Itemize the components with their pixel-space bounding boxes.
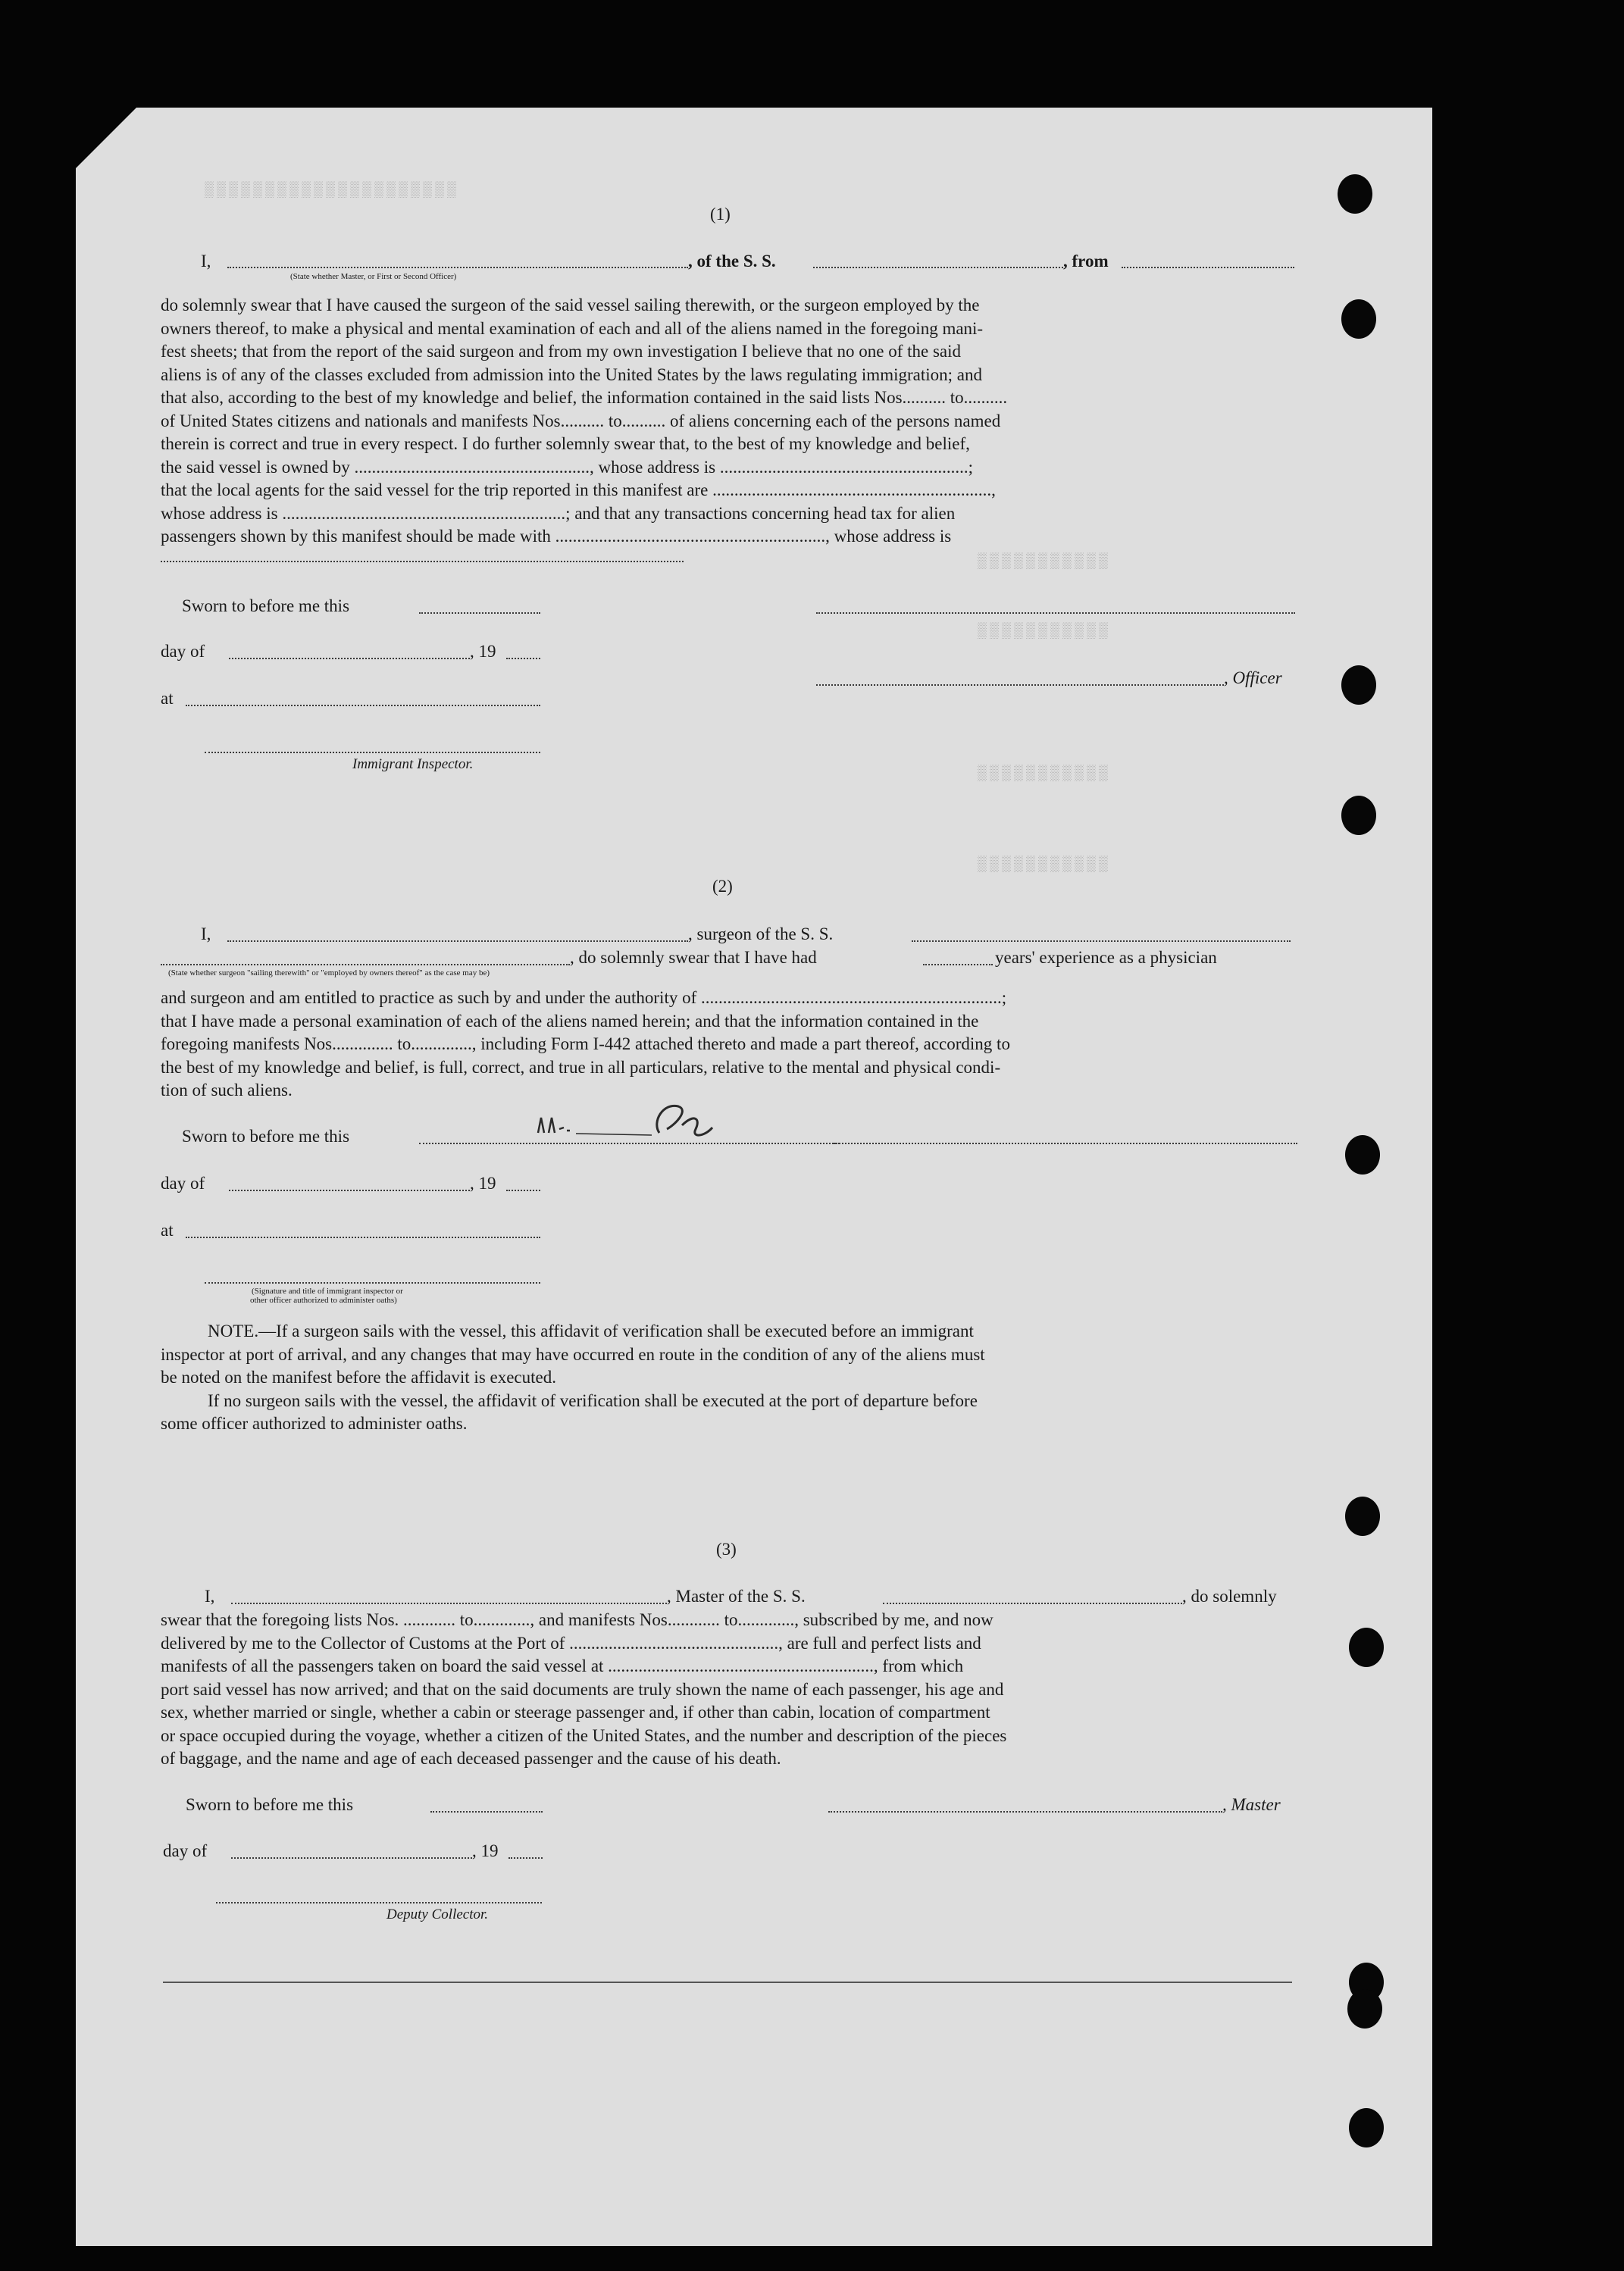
bleed-through-text: ▒▒▒▒▒▒▒▒▒▒▒: [978, 765, 1112, 783]
s1-of-ss-label: , of the S. S.: [688, 252, 776, 271]
s1-body-line: passengers shown by this manifest should be made with .............................................................., whose address is: [161, 527, 952, 546]
s1-body-line: whose address is .................................................................; and that any transactions concerning head tax for alien: [161, 503, 956, 523]
s2-inspector-signature-field[interactable]: [205, 1282, 540, 1284]
s3-master-title: , Master: [1222, 1795, 1281, 1814]
s1-day-field[interactable]: [229, 658, 470, 659]
s2-years-field[interactable]: [923, 964, 993, 965]
punch-hole: [1341, 299, 1376, 339]
s1-day-of-label: day of: [161, 642, 205, 661]
s2-note-line: NOTE.—If a surgeon sails with the vessel, this affidavit of verification shall be executed before an immigrant: [208, 1322, 974, 1340]
s3-body: [161, 1609, 1301, 1771]
s1-body-line: owners thereof, to make a physical and mental examination of each and all of the aliens named in the foregoing mani-: [161, 318, 984, 338]
s2-sworn-label: Sworn to before me this: [182, 1127, 350, 1146]
s1-officer-field[interactable]: [816, 684, 1224, 686]
s1-body: [161, 294, 1297, 549]
s1-officer-label: , Officer: [1224, 668, 1282, 687]
s2-body-line: the best of my knowledge and belief, is full, correct, and true in all particulars, relative to the mental and physical condi-: [161, 1057, 1001, 1077]
s1-at-label: at: [161, 689, 174, 708]
s1-at-field[interactable]: [186, 705, 540, 706]
s3-deputy-label: Deputy Collector.: [386, 1907, 489, 1922]
s3-body-line: manifests of all the passengers taken on board the said vessel at ............................................................., from which: [161, 1656, 964, 1675]
s2-body-line: foregoing manifests Nos.............. to.............., including Form I-442 attached thereto and made a part thereof, according to: [161, 1034, 1010, 1053]
s1-year-field[interactable]: [506, 658, 540, 659]
s3-vessel-field[interactable]: [883, 1603, 1182, 1604]
section-1-number: (1): [710, 205, 731, 224]
bleed-through-text: ▒▒▒▒▒▒▒▒▒▒▒▒▒▒▒▒▒▒▒▒▒: [205, 182, 460, 199]
s1-signature-field[interactable]: [816, 612, 1295, 614]
s2-sig-caption-2: other officer authorized to administer oaths): [250, 1296, 397, 1305]
s1-port-field[interactable]: [1122, 267, 1294, 268]
punch-hole: [1349, 1628, 1384, 1667]
s2-note-line: inspector at port of arrival, and any changes that may have occurred en route in the condition of any of the aliens must: [161, 1344, 985, 1364]
s3-master-label: , Master of the S. S.: [667, 1587, 806, 1606]
s1-body-line: aliens is of any of the classes excluded from admission into the United States by the laws regulating immigration; and: [161, 364, 982, 384]
punch-hole: [1338, 174, 1372, 214]
s1-address-field[interactable]: [161, 561, 684, 562]
s1-body-line: of United States citizens and nationals and manifests Nos.......... to.......... of aliens concerning each of the persons named: [161, 411, 1001, 430]
punch-hole: [1341, 796, 1376, 835]
s3-body-line: of baggage, and the name and age of each deceased passenger and the cause of his death.: [161, 1749, 781, 1768]
punch-hole: [1347, 1989, 1382, 2029]
s1-body-line: that the local agents for the said vessel for the trip reported in this manifest are ................................................................,: [161, 480, 996, 499]
s2-i-label: I,: [201, 924, 211, 943]
s3-body-line: port said vessel has now arrived; and that on the said documents are truly shown the name of each passenger, his age and: [161, 1679, 1004, 1699]
s1-body-line: the said vessel is owned by ......................................................, whose address is .........................................................;: [161, 457, 973, 477]
s2-sig-caption-1: (Signature and title of immigrant inspector or: [252, 1287, 403, 1296]
s2-surgeon-label: , surgeon of the S. S.: [688, 924, 834, 943]
s2-year-label: , 19: [470, 1174, 496, 1193]
s2-surgeon-hint: (State whether surgeon "sailing therewith" or "employed by owners thereof" as the case may be): [168, 968, 490, 978]
s2-body: [161, 987, 1297, 1103]
s2-body-line: and surgeon and am entitled to practice as such by and under the authority of .....................................................................;: [161, 988, 1007, 1007]
s3-signature-field[interactable]: [828, 1811, 1222, 1813]
s2-day-of-label: day of: [161, 1174, 205, 1193]
s3-swear-label: , do solemnly: [1182, 1587, 1277, 1606]
bleed-through-text: ▒▒▒▒▒▒▒▒▒▒▒: [978, 553, 1112, 571]
s2-year-field[interactable]: [506, 1190, 540, 1191]
section-3-number: (3): [716, 1540, 737, 1559]
s2-name-field[interactable]: [227, 940, 688, 942]
s2-note-line: be noted on the manifest before the affidavit is executed.: [161, 1368, 556, 1387]
s3-day-of-label: day of: [163, 1841, 208, 1860]
punch-hole: [1345, 1497, 1380, 1536]
s3-sworn-label: Sworn to before me this: [186, 1795, 354, 1814]
s1-inspector-label: Immigrant Inspector.: [352, 756, 474, 772]
s1-sworn-label: Sworn to before me this: [182, 596, 350, 615]
s1-vessel-field[interactable]: [813, 267, 1063, 268]
s2-day-field[interactable]: [229, 1190, 470, 1191]
section-2-number: (2): [712, 877, 733, 896]
s2-at-label: at: [161, 1221, 174, 1240]
s2-note: [161, 1320, 1299, 1436]
s1-body-line: therein is correct and true in every respect. I do further solemnly swear that, to the best of my knowledge and belief,: [161, 434, 970, 453]
s2-signature-field[interactable]: [834, 1143, 1297, 1144]
s2-capacity-field[interactable]: [161, 964, 570, 965]
handwritten-signature: [530, 1091, 758, 1144]
s1-body-line: that also, according to the best of my knowledge and belief, the information contained in the said lists Nos.......... to..........: [161, 388, 1008, 407]
s1-from-label: , from: [1063, 252, 1109, 271]
s3-day-field[interactable]: [231, 1857, 472, 1859]
s3-name-field[interactable]: [231, 1603, 667, 1604]
s3-year-label: , 19: [472, 1841, 499, 1860]
s1-year-label: , 19: [470, 642, 496, 661]
s2-years-label: years' experience as a physician: [995, 948, 1217, 967]
s2-note-line: some officer authorized to administer oaths.: [161, 1414, 468, 1433]
s2-body-line: tion of such aliens.: [161, 1081, 293, 1100]
s1-officer-hint: (State whether Master, or First or Second Officer): [290, 272, 457, 281]
s2-body-line: that I have made a personal examination of each of the aliens named herein; and that the information contained in the: [161, 1011, 979, 1031]
s1-body-line: do solemnly swear that I have caused the surgeon of the said vessel sailing therewith, or the surgeon employed by the: [161, 296, 980, 314]
s2-vessel-field[interactable]: [912, 940, 1291, 942]
s2-note-line: If no surgeon sails with the vessel, the affidavit of verification shall be executed at the port of departure before: [208, 1390, 978, 1410]
punch-hole: [1341, 665, 1376, 705]
s1-body-line: fest sheets; that from the report of the said surgeon and from my own investigation I believe that no one of the said: [161, 342, 962, 361]
bottom-rule: [163, 1982, 1292, 1983]
s2-at-field[interactable]: [186, 1237, 540, 1238]
s3-deputy-signature-field[interactable]: [216, 1902, 542, 1903]
s1-i-label: I,: [201, 252, 211, 271]
s1-sworn-field[interactable]: [419, 612, 540, 614]
s3-body-line: delivered by me to the Collector of Customs at the Port of ................................................, are full and perfect lists and: [161, 1633, 981, 1653]
s3-body-line: or space occupied during the voyage, whether a citizen of the United States, and the number and description of the pieces: [161, 1725, 1007, 1745]
s3-body-line: sex, whether married or single, whether a cabin or steerage passenger and, if other than cabin, location of compartment: [161, 1703, 990, 1722]
s3-i-label: I,: [205, 1587, 215, 1606]
s3-body-line: swear that the foregoing lists Nos. ............ to............., and manifests Nos............ to............., subscribed by me, and now: [161, 1610, 993, 1629]
bleed-through-text: ▒▒▒▒▒▒▒▒▒▒▒: [978, 623, 1112, 640]
s1-name-field[interactable]: [227, 267, 688, 268]
punch-hole: [1345, 1135, 1380, 1175]
bleed-through-text: ▒▒▒▒▒▒▒▒▒▒▒: [978, 856, 1112, 874]
s3-sworn-field[interactable]: [430, 1811, 543, 1813]
s2-swear-label: , do solemnly swear that I have had: [570, 948, 817, 967]
punch-hole: [1349, 2108, 1384, 2147]
s3-year-field[interactable]: [508, 1857, 543, 1859]
